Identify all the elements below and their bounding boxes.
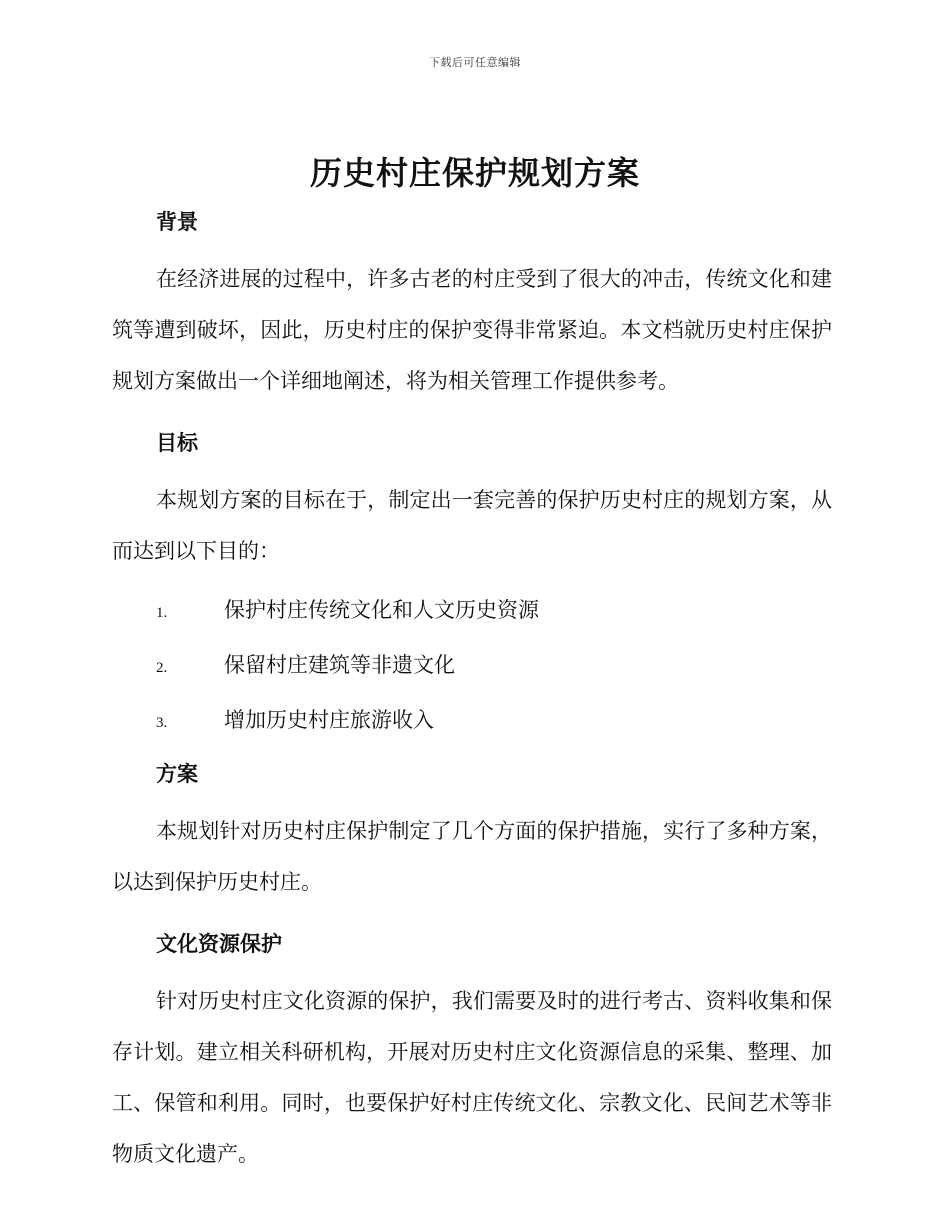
list-item-number: 2.: [156, 660, 168, 676]
goals-list: [112, 583, 832, 748]
section-heading-background: 背景: [156, 210, 198, 234]
list-item: [112, 693, 832, 748]
section-heading-plan: 方案: [156, 762, 198, 786]
list-item-number: 1.: [156, 605, 168, 621]
list-item-text: 增加历史村庄旅游收入: [224, 708, 434, 732]
section-heading-goals: 目标: [156, 431, 198, 455]
plan-paragraph: 本规划针对历史村庄保护制定了几个方面的保护措施，实行了多种方案，以达到保护历史村庄。: [112, 819, 832, 894]
cultural-paragraph: 针对历史村庄文化资源的保护，我们需要及时的进行考古、资料收集和保存计划。建立相关科研机构，开展对历史村庄文化资源信息的采集、整理、加工、保管和利用。同时，也要保护好村庄传统文化、宗教文化、民间艺术等非物质文化遗产。: [112, 989, 832, 1166]
list-item-text: 保护村庄传统文化和人文历史资源: [224, 598, 539, 622]
list-item: [112, 583, 832, 638]
list-item-text: 保留村庄建筑等非遗文化: [224, 653, 455, 677]
background-paragraph: 在经济进展的过程中，许多古老的村庄受到了很大的冲击，传统文化和建筑等遭到破坏，因此，历史村庄的保护变得非常紧迫。本文档就历史村庄保护规划方案做出一个详细地阐述，将为相关管理工作提供参考。: [112, 267, 832, 393]
document-title: 历史村庄保护规划方案: [309, 154, 640, 192]
header-note: 下载后可任意编辑: [429, 56, 521, 69]
goals-paragraph: 本规划方案的目标在于，制定出一套完善的保护历史村庄的规划方案，从而达到以下目的：: [112, 488, 832, 563]
list-item: [112, 638, 832, 693]
document-body: [112, 196, 832, 1180]
section-heading-cultural: 文化资源保护: [156, 932, 282, 956]
list-item-number: 3.: [156, 715, 168, 731]
